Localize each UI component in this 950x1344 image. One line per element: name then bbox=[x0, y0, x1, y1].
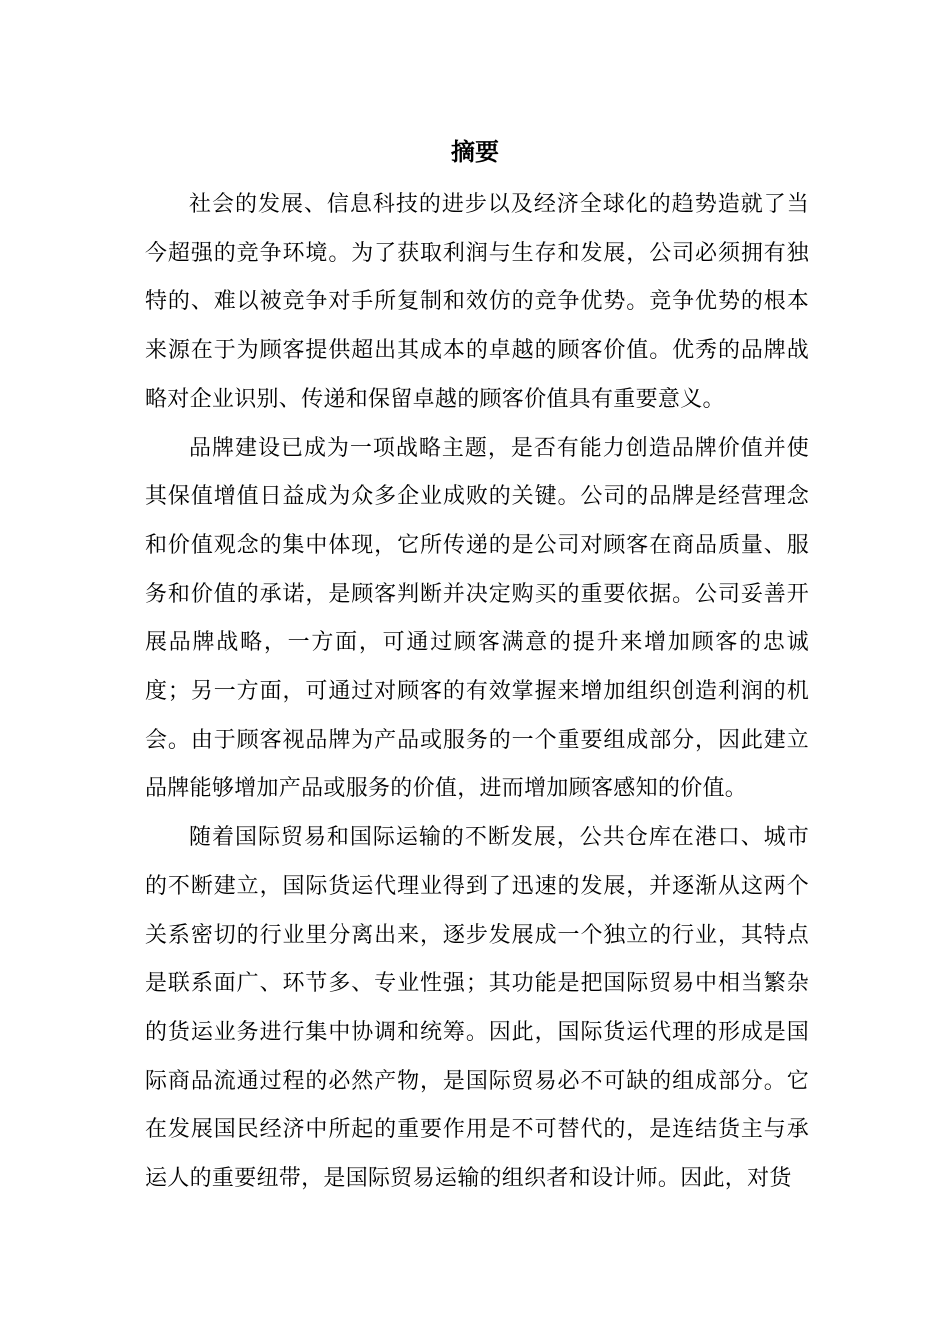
paragraph-3: 随着国际贸易和国际运输的不断发展，公共仓库在港口、城市的不断建立，国际货运代理业得到了迅速的发展，并逐渐从这两个关系密切的行业里分离出来，逐步发展成一个独立的行业，其特点是联系面广、环节多、专业性强；其功能是把国际贸易中相当繁杂的货运业务进行集中协调和统筹。因此，国际货运代理的形成是国际商品流通过程的必然产物，是国际贸易必不可缺的组成部分。它在发展国民经济中所起的重要作用是不可替代的，是连结货主与承运人的重要纽带，是国际贸易运输的组织者和设计师。因此，对货 bbox=[145, 825, 809, 1192]
page-title: 摘要 bbox=[451, 137, 499, 166]
paragraph-2: 品牌建设已成为一项战略主题，是否有能力创造品牌价值并使其保值增值日益成为众多企业成败的关键。公司的品牌是经营理念和价值观念的集中体现，它所传递的是公司对顾客在商品质量、服务和价值的承诺，是顾客判断并决定购买的重要依据。公司妥善开展品牌战略，一方面，可通过顾客满意的提升来增加顾客的忠诚度；另一方面，可通过对顾客的有效掌握来增加组织创造利润的机会。由于顾客视品牌为产品或服务的一个重要组成部分，因此建立品牌能够增加产品或服务的价值，进而增加顾客感知的价值。 bbox=[145, 435, 809, 802]
paragraph-1: 社会的发展、信息科技的进步以及经济全球化的趋势造就了当今超强的竞争环境。为了获取利润与生存和发展，公司必须拥有独特的、难以被竞争对手所复制和效仿的竞争优势。竞争优势的根本来源在于为顾客提供超出其成本的卓越的顾客价值。优秀的品牌战略对企业识别、传递和保留卓越的顾客价值具有重要意义。 bbox=[145, 192, 809, 412]
abstract-body bbox=[145, 181, 809, 1204]
